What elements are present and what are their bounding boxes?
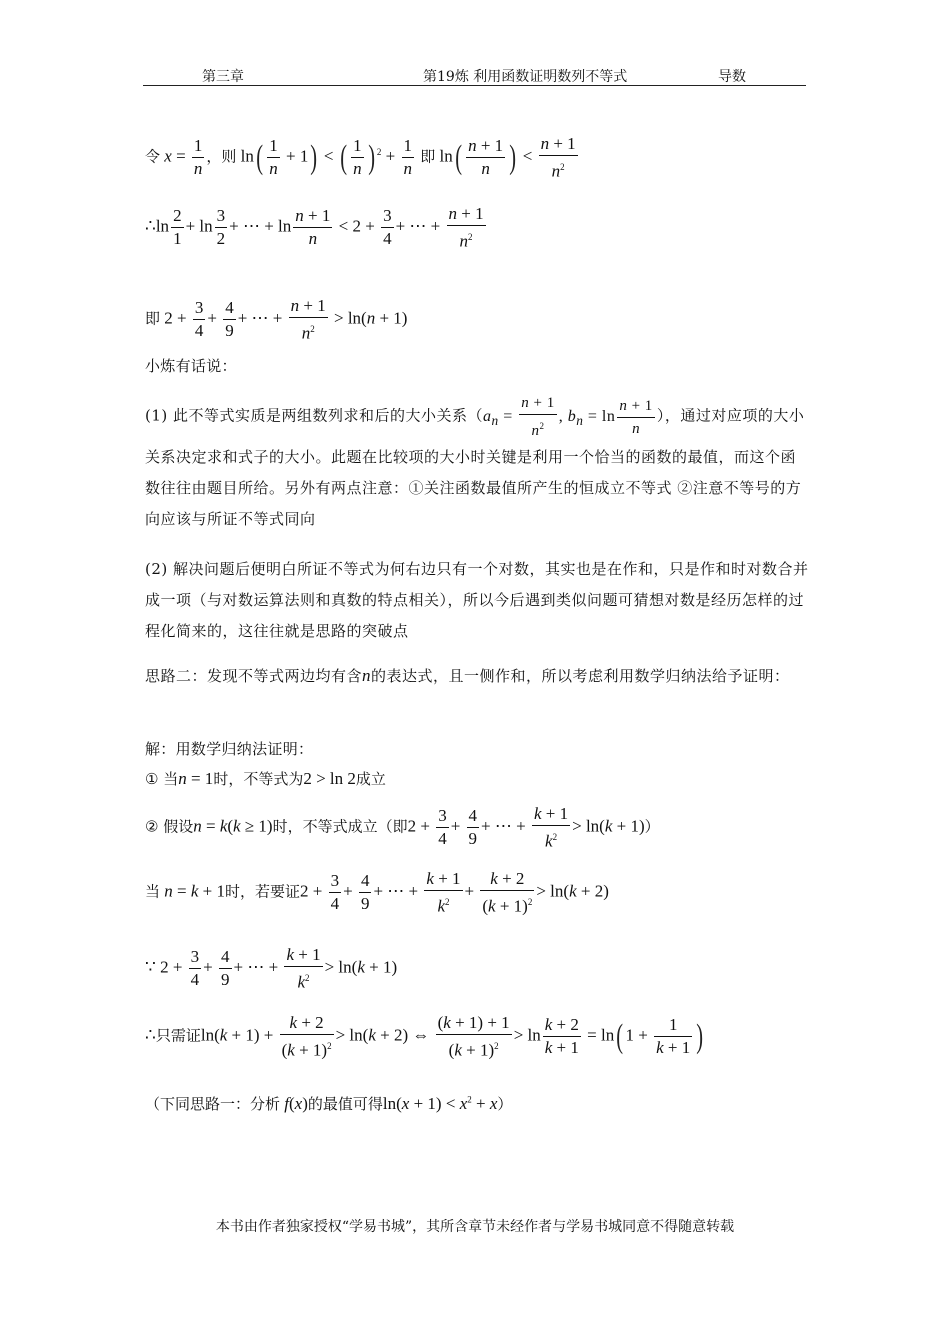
- final-note: （下同思路一：分析 f(x)的最值可得$\ln(x + 1) < x^2 + x$）: [145, 1094, 513, 1113]
- footer-copyright: 本书由作者独家授权“学易书城”，其所含章节未经作者与学易书城同意不得随意转载: [215, 1219, 735, 1235]
- step-only-need: ∴只需证ln(k + 1) + $\frac{k + 2}{(k + 1)^2}$ > ln(k + 2) ⇔ $\frac{(k + 1) + 1}{(k + 1)^2}$ > ln $\frac{k + 2}{k + 1}$ = ln( 1 + $\frac{1}{k + 1}$ ): [145, 1013, 704, 1060]
- header-chapter: 第三章: [202, 69, 244, 85]
- formula-conclusion: 即 2 + $\frac{3}{4}$ + $\frac{4}{9}$ + ⋯ + $\frac{n + 1}{n^2}$ > ln(n + 1): [145, 296, 408, 343]
- remark-1-tail: ），通过对应项的大小关系决定求和式子的大小。此题在比较项的大小时关键是利用一个恰当的函数的最值，而这个函数往往由题目所给。另外有两点注意：①关注函数最值所产生的恒成立不等式 ②注意不等号的方向应该与所证不等式同向: [145, 406, 805, 528]
- approach-2: 思路二：发现不等式两边均有含n的表达式，且一侧作和，所以考虑利用数学归纳法给予证明：: [145, 666, 790, 685]
- solution-intro: 解：用数学归纳法证明：: [145, 740, 314, 758]
- step-2: ② 假设n = k(k ≥ 1)时，不等式成立（即2 + $\frac{3}{4}$ + $\frac{4}{9}$ + ⋯ + $\frac{k + 1}{k^2}$ > ln(k + 1)）: [145, 804, 660, 851]
- header-title: 第19炼 利用函数证明数列不等式: [423, 69, 628, 85]
- remark-1-head: (1) 此不等式实质是两组数列求和后的大小关系（: [145, 406, 484, 425]
- formula-substitution: 令 x = $\frac{1}{n}$ ，则 ln( $\frac{1}{n}$ + 1) < ( $\frac{1}{n}$ ) $^2$ + $\frac{1}{n}$ 即 ln( $\frac{n + 1}{n}$ ) < $\frac{n + 1}{n^2}$: [145, 134, 576, 181]
- header-subject: 导数: [718, 69, 746, 85]
- header-rule: [143, 85, 806, 86]
- remark-1: (1) 此不等式实质是两组数列求和后的大小关系（$a_n$ = $\frac{n + 1}{n^2}$ , $b_n = \ln$ $\frac{n + 1}{n}$ ），通过对应项的大小关系决定求和式子的大小。此题在比较项的大小时关键是利用一个恰当的函数的最值，而这个函数往往由题目所给。另外有两点注意：①关注函数最值所产生的恒成立不等式 ②注意不等号的方向应该与所证不等式同向: [145, 392, 810, 535]
- section-title: 小炼有话说：: [145, 357, 237, 375]
- step-induction: 当 n = k + 1时，若要证2 + $\frac{3}{4}$ + $\frac{4}{9}$ + ⋯ + $\frac{k + 1}{k^2}$ + $\frac{k + 2}{(k + 1)^2}$ > ln(k + 2): [145, 869, 609, 916]
- step-1: ① 当n = 1时，不等式为2 > ln 2成立: [145, 769, 386, 788]
- formula-sum: ∴ln $\frac{2}{1}$ + ln $\frac{3}{2}$ + ⋯ + ln $\frac{n + 1}{n}$ < 2 + $\frac{3}{4}$ + ⋯ + $\frac{n + 1}{n^2}$: [145, 204, 484, 251]
- remark-2: (2) 解决问题后便明白所证不等式为何右边只有一个对数，其实也是在作和，只是作和时对数合并成一项（与对数运算法则和真数的特点相关），所以今后遇到类似问题可猜想对数是经历怎样的过程化简来的，这往往就是思路的突破点: [145, 560, 809, 640]
- step-because: ∵ 2 + $\frac{3}{4}$ + $\frac{4}{9}$ + ⋯ + $\frac{k + 1}{k^2}$ > ln(k + 1): [145, 945, 398, 992]
